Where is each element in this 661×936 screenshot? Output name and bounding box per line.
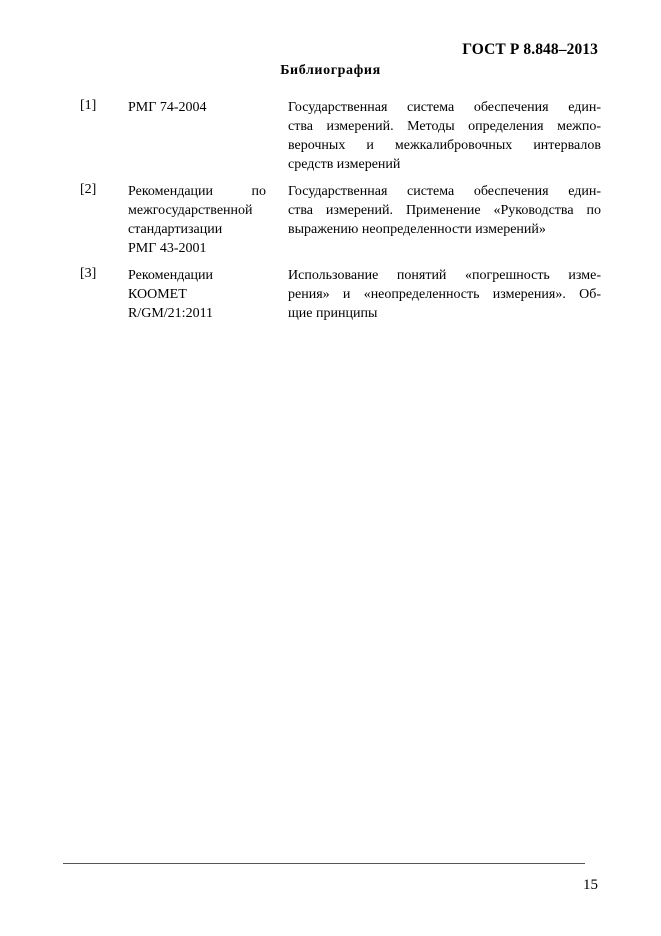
entry-description bbox=[288, 98, 601, 174]
reference-line: стандартизации bbox=[128, 222, 223, 237]
description-line: Государственная система обеспечения един- bbox=[288, 184, 601, 199]
description-line: щие принципы bbox=[288, 306, 378, 321]
reference-line: Рекомендации bbox=[128, 268, 214, 283]
document-code: ГОСТ Р 8.848–2013 bbox=[462, 41, 598, 58]
footer-rule bbox=[63, 863, 585, 864]
reference-line: R/GM/21:2011 bbox=[128, 306, 214, 321]
entry-number: [3] bbox=[80, 266, 97, 281]
description-line: ства измерений. Методы определения межпо- bbox=[288, 119, 601, 134]
description-line: рения» и «неопределенность измерения». Об- bbox=[288, 287, 601, 302]
reference-line: РМГ 74-2004 bbox=[128, 100, 207, 115]
entry-reference bbox=[128, 182, 266, 258]
reference-line: РМГ 43-2001 bbox=[128, 241, 207, 256]
entry-reference bbox=[128, 266, 266, 323]
description-line: Использование понятий «погрешность изме- bbox=[288, 268, 601, 283]
entry-description bbox=[288, 182, 601, 239]
reference-line: межгосударственной bbox=[128, 203, 253, 218]
reference-word: Рекомендации bbox=[128, 184, 214, 199]
description-line: ства измерений. Применение «Руководства по bbox=[288, 203, 601, 218]
entry-number: [2] bbox=[80, 182, 97, 197]
description-line: средств измерений bbox=[288, 157, 401, 172]
entry-number: [1] bbox=[80, 98, 97, 113]
entry-reference bbox=[128, 98, 266, 117]
bibliography-title: Библиография bbox=[280, 63, 381, 78]
description-line: выражению неопределенности измерений» bbox=[288, 222, 546, 237]
reference-line: КООМЕТ bbox=[128, 287, 187, 302]
page-number: 15 bbox=[583, 877, 598, 893]
description-line: верочных и межкалибровочных интервалов bbox=[288, 138, 601, 153]
description-line: Государственная система обеспечения един- bbox=[288, 100, 601, 115]
reference-word: по bbox=[251, 184, 266, 199]
entry-description bbox=[288, 266, 601, 323]
reference-line bbox=[128, 182, 266, 201]
